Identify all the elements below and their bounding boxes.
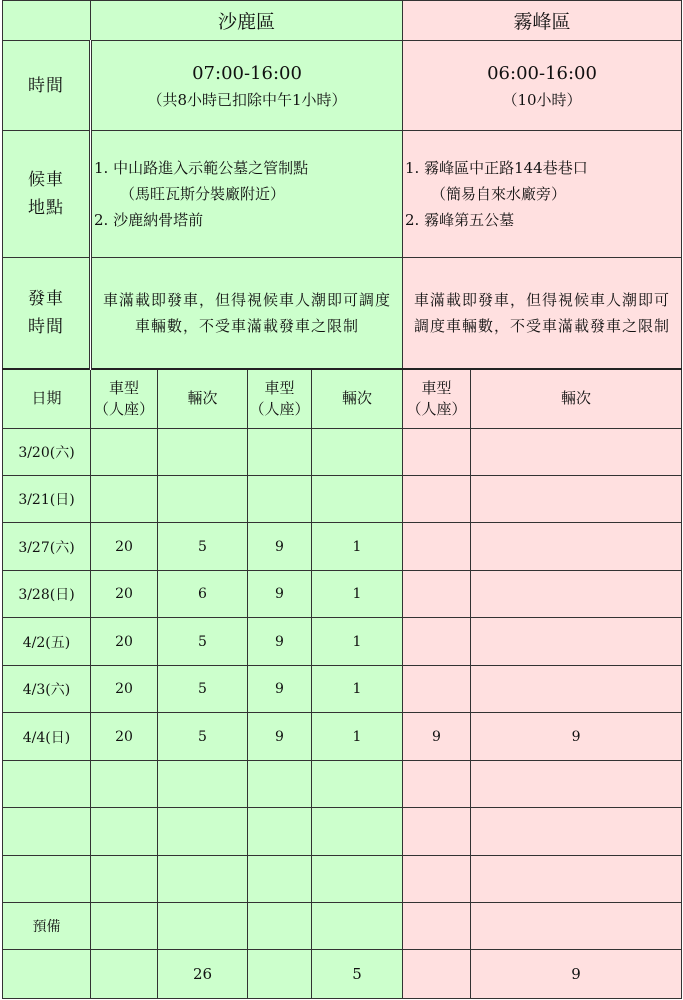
table-row [3, 618, 682, 666]
totals-wufeng-type [403, 950, 471, 999]
row-shalu-trips-1 [158, 903, 248, 950]
row-shalu-type-2: 9 [248, 618, 312, 666]
row-date: 4/3(六) [3, 666, 91, 713]
row-wufeng-trips [471, 761, 682, 808]
row-wufeng-type [403, 903, 471, 950]
time-label: 時間 [3, 41, 91, 131]
totals-shalu-trips-2: 5 [312, 950, 403, 999]
stop-shalu-1-note: （馬旺瓦斯分裝廠附近） [120, 185, 286, 203]
row-wufeng-type [403, 523, 471, 571]
table-row [3, 856, 682, 903]
row-date [3, 856, 91, 903]
row-shalu-trips-2: 1 [312, 571, 403, 618]
row-shalu-trips-1: 6 [158, 571, 248, 618]
row-wufeng-type [403, 618, 471, 666]
row-wufeng-type [403, 808, 471, 856]
row-shalu-type-1: 20 [91, 618, 158, 666]
row-shalu-type-1 [91, 761, 158, 808]
stops-shalu [91, 131, 403, 258]
row-shalu-trips-1: 5 [158, 618, 248, 666]
row-date [3, 761, 91, 808]
row-shalu-type-2 [248, 856, 312, 903]
row-shalu-type-1: 20 [91, 571, 158, 618]
departure-label-line1: 發車 [28, 288, 64, 309]
row-shalu-type-1 [91, 476, 158, 523]
row-shalu-type-1 [91, 429, 158, 476]
time-shalu-range: 07:00-16:00 [192, 62, 302, 84]
row-shalu-trips-1: 5 [158, 666, 248, 713]
row-date: 3/28(日) [3, 571, 91, 618]
area-header-shalu: 沙鹿區 [91, 1, 403, 41]
row-wufeng-type [403, 429, 471, 476]
table-row [3, 666, 682, 713]
column-header-row [3, 369, 682, 429]
time-shalu [91, 41, 403, 131]
row-shalu-trips-1 [158, 808, 248, 856]
stop-wufeng-1-note: （簡易自來水廠旁） [431, 185, 567, 203]
area-header-row [3, 1, 682, 41]
vehicle-type-header-1-line2: （人座） [93, 399, 154, 418]
row-shalu-type-2: 9 [248, 666, 312, 713]
vehicle-type-header-2-line1: 車型 [264, 378, 295, 397]
row-shalu-type-1: 20 [91, 666, 158, 713]
vehicle-type-header-2-line2: （人座） [249, 399, 310, 418]
row-shalu-trips-2 [312, 903, 403, 950]
row-wufeng-type [403, 476, 471, 523]
row-date: 4/2(五) [3, 618, 91, 666]
totals-label-cell [3, 950, 91, 999]
departure-wufeng: 車滿載即發車，但得視候車人潮即可調度車輛數，不受車滿載發車之限制 [403, 258, 682, 369]
reserve-row [3, 903, 682, 950]
row-shalu-trips-2 [312, 856, 403, 903]
stop-shalu-2: 2. 沙鹿納骨塔前 [94, 211, 204, 229]
row-date: 3/21(日) [3, 476, 91, 523]
row-shalu-type-2: 9 [248, 571, 312, 618]
totals-wufeng-trips: 9 [471, 950, 682, 999]
totals-row [3, 950, 682, 999]
vehicle-type-header-wufeng [403, 369, 471, 429]
table-row [3, 523, 682, 571]
corner-cell [3, 1, 91, 41]
stops-label-line2: 地點 [28, 198, 64, 218]
row-wufeng-type [403, 666, 471, 713]
row-wufeng-type [403, 761, 471, 808]
stops-label-line1: 候車 [28, 170, 64, 190]
vehicle-type-header-wufeng-line1: 車型 [421, 378, 452, 397]
row-wufeng-trips [471, 666, 682, 713]
trips-header-wufeng: 輛次 [471, 369, 682, 429]
row-shalu-type-2 [248, 429, 312, 476]
row-shalu-trips-2: 1 [312, 713, 403, 761]
row-shalu-type-2: 9 [248, 713, 312, 761]
time-wufeng-range: 06:00-16:00 [487, 62, 597, 84]
totals-shalu-type-1 [91, 950, 158, 999]
trips-header-1: 輛次 [158, 369, 248, 429]
row-shalu-type-1: 20 [91, 523, 158, 571]
row-shalu-type-2 [248, 903, 312, 950]
totals-shalu-type-2 [248, 950, 312, 999]
vehicle-type-header-2 [248, 369, 312, 429]
row-shalu-trips-1 [158, 429, 248, 476]
reserve-label: 預備 [3, 903, 91, 950]
date-header: 日期 [3, 369, 91, 429]
row-shalu-type-1: 20 [91, 713, 158, 761]
row-wufeng-trips [471, 571, 682, 618]
row-wufeng-type: 9 [403, 713, 471, 761]
stops-row [3, 131, 682, 258]
departure-shalu: 車滿載即發車，但得視候車人潮即可調度車輛數，不受車滿載發車之限制 [91, 258, 403, 369]
row-shalu-type-1 [91, 856, 158, 903]
departure-label-line2: 時間 [28, 316, 64, 337]
row-shalu-trips-1: 5 [158, 523, 248, 571]
vehicle-type-header-1 [91, 369, 158, 429]
stops-wufeng [403, 131, 682, 258]
row-date: 3/20(六) [3, 429, 91, 476]
row-wufeng-type [403, 571, 471, 618]
row-shalu-type-2 [248, 761, 312, 808]
stop-wufeng-2: 2. 霧峰第五公墓 [405, 211, 515, 229]
row-date: 4/4(日) [3, 713, 91, 761]
row-shalu-trips-2: 1 [312, 666, 403, 713]
row-wufeng-trips [471, 618, 682, 666]
table-row [3, 761, 682, 808]
row-wufeng-trips: 9 [471, 713, 682, 761]
row-shalu-trips-1 [158, 476, 248, 523]
row-shalu-trips-2 [312, 761, 403, 808]
table-row [3, 713, 682, 761]
row-wufeng-trips [471, 523, 682, 571]
row-wufeng-trips [471, 808, 682, 856]
row-date [3, 808, 91, 856]
row-shalu-type-1 [91, 903, 158, 950]
vehicle-type-header-wufeng-line2: （人座） [406, 399, 467, 418]
table-row [3, 476, 682, 523]
row-shalu-trips-1 [158, 761, 248, 808]
stops-label [3, 131, 91, 258]
row-shalu-type-2 [248, 808, 312, 856]
row-shalu-trips-2: 1 [312, 618, 403, 666]
time-wufeng [403, 41, 682, 131]
departure-label [3, 258, 91, 369]
time-wufeng-note: （10小時） [502, 90, 582, 109]
stop-shalu-1: 1. 中山路進入示範公墓之管制點 [94, 159, 309, 177]
time-shalu-note: （共8小時已扣除中午1小時） [147, 90, 347, 109]
row-shalu-trips-2 [312, 808, 403, 856]
row-shalu-type-2 [248, 476, 312, 523]
row-wufeng-trips [471, 856, 682, 903]
row-shalu-trips-1 [158, 856, 248, 903]
row-shalu-type-1 [91, 808, 158, 856]
row-shalu-trips-2 [312, 476, 403, 523]
table-row [3, 429, 682, 476]
row-shalu-type-2: 9 [248, 523, 312, 571]
row-wufeng-trips [471, 476, 682, 523]
row-wufeng-trips [471, 429, 682, 476]
trips-header-2: 輛次 [312, 369, 403, 429]
table-row [3, 571, 682, 618]
shuttle-schedule-table [2, 0, 682, 999]
vehicle-type-header-1-line1: 車型 [108, 378, 139, 397]
table-row [3, 808, 682, 856]
departure-row [3, 258, 682, 369]
row-shalu-trips-2: 1 [312, 523, 403, 571]
row-shalu-trips-1: 5 [158, 713, 248, 761]
row-date: 3/27(六) [3, 523, 91, 571]
row-wufeng-trips [471, 903, 682, 950]
area-header-wufeng: 霧峰區 [403, 1, 682, 41]
row-wufeng-type [403, 856, 471, 903]
stop-wufeng-1: 1. 霧峰區中正路144巷巷口 [405, 159, 588, 177]
row-shalu-trips-2 [312, 429, 403, 476]
time-row [3, 41, 682, 131]
totals-shalu-trips-1: 26 [158, 950, 248, 999]
